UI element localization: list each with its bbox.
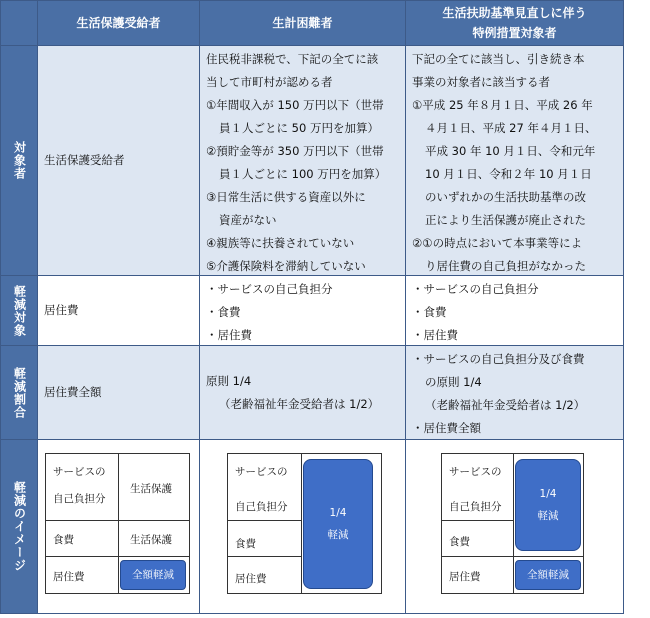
image3-quarter-reduction-block: 1/4 軽減 [515, 459, 581, 551]
image2-service-label: サービスの [235, 466, 288, 478]
image3-divider [513, 453, 514, 594]
image2-quarter-reduction-block: 1/4 軽減 [303, 459, 373, 589]
image1-housing-label: 居住費 [53, 571, 85, 583]
image1-full-reduction-block: 全額軽減 [120, 560, 186, 590]
reduction-target-low-income-cell: ・サービスの自己負担分 ・食費 ・居住費 [199, 275, 406, 346]
header-special-measure: 生活扶助基準見直しに伴う 特例措置対象者 [405, 0, 624, 46]
image3-service-label-2: 自己負担分 [449, 501, 502, 513]
image2-food-label: 食費 [235, 538, 256, 550]
image1-food-welfare: 生活保護 [130, 534, 172, 546]
reduction-target-welfare-cell: 居住費 [37, 275, 200, 346]
image1-row-line-2 [45, 556, 190, 557]
image3-full-reduction-block: 全額軽減 [515, 560, 581, 590]
target-welfare-cell: 生活保護受給者 [37, 45, 200, 276]
header-low-income: 生計困難者 [199, 0, 406, 46]
row-label-reduction-target: 軽減対象 [0, 275, 38, 346]
image1-food-label: 食費 [53, 534, 74, 546]
image1-row-line-1 [45, 520, 190, 521]
image2-service-label-2: 自己負担分 [235, 501, 288, 513]
image2-row-line-1 [227, 520, 301, 521]
image3-food-label: 食費 [449, 536, 470, 548]
image3-row-line-1 [441, 520, 513, 521]
image1-divider [118, 453, 119, 594]
image2-divider [301, 453, 302, 594]
target-special-cell: 下記の全てに該当し、引き続き本 事業の対象者に該当する者 ①平成 25 年８月１日、平成 26 年 ４月１日、平成 27 年４月１日、 平成 30 年 10 月１日、令和元年 10 月１日、令和２年 10 月１日 のいずれかの生活扶助基準の改 正により生活保護が廃止された ②①の時点において本事業等によ り居住費の自己負担がなかった [405, 45, 624, 276]
header-welfare-recipients: 生活保護受給者 [37, 0, 200, 46]
row-label-target: 対象者 [0, 45, 38, 276]
image2-housing-label: 居住費 [235, 573, 267, 585]
image1-service-label: サービスの [53, 466, 106, 478]
image2-row-line-2 [227, 556, 301, 557]
row-label-image: 軽減のイメージ [0, 439, 38, 614]
target-low-income-cell: 住民税非課税で、下記の全てに該 当して市町村が認める者 ①年間収入が 150 万円以下（世帯 員１人ごとに 50 万円を加算） ②預貯金等が 350 万円以下（世帯 員１人ごとに 100 万円を加算） ③日常生活に供する資産以外に 資産がない ④親族等に扶養されていない ⑤介護保険料を滞納していない [199, 45, 406, 276]
row-label-reduction-rate: 軽減割合 [0, 345, 38, 440]
reduction-rate-welfare-cell: 居住費全額 [37, 345, 200, 440]
reduction-rate-low-income-cell: 原則 1/4 （老齢福祉年金受給者は 1/2） [199, 345, 406, 440]
image3-service-label: サービスの [449, 466, 502, 478]
image1-service-label-2: 自己負担分 [53, 493, 106, 505]
reduction-rate-special-cell: ・サービスの自己負担分及び食費 の原則 1/4 （老齢福祉年金受給者は 1/2） ・居住費全額 [405, 345, 624, 440]
image3-housing-label: 居住費 [449, 571, 481, 583]
corner-header [0, 0, 38, 46]
image1-service-welfare: 生活保護 [130, 483, 172, 495]
reduction-target-special-cell: ・サービスの自己負担分 ・食費 ・居住費 [405, 275, 624, 346]
